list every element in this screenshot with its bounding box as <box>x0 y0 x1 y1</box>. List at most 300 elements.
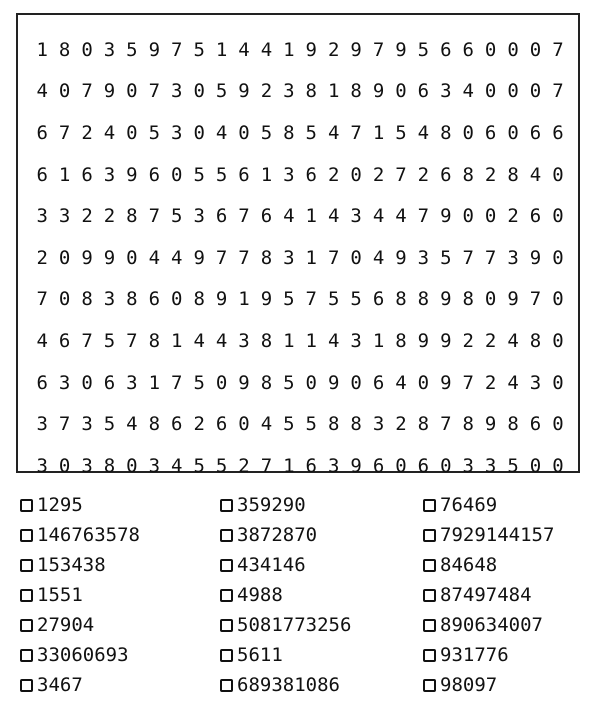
word-list-item[interactable] <box>423 520 590 550</box>
grid-cell[interactable]: 0 <box>305 371 317 394</box>
grid-cell[interactable]: 7 <box>440 413 452 436</box>
grid-cell[interactable]: 8 <box>283 121 295 144</box>
grid-cell[interactable]: 5 <box>283 288 295 311</box>
grid-cell[interactable]: 0 <box>350 371 362 394</box>
grid-cell[interactable]: 5 <box>193 371 205 394</box>
grid-cell[interactable]: 5 <box>260 121 273 144</box>
grid-cell[interactable]: 4 <box>193 329 205 352</box>
grid-cell[interactable]: 9 <box>327 371 340 394</box>
grid-cell[interactable]: 6 <box>148 163 161 186</box>
grid-cell[interactable]: 8 <box>462 163 474 186</box>
grid-cell[interactable]: 3 <box>171 80 183 103</box>
grid-cell[interactable]: 8 <box>148 413 161 436</box>
grid-cell[interactable]: 3 <box>126 371 138 394</box>
checkbox-icon[interactable] <box>423 619 436 632</box>
grid-cell[interactable]: 1 <box>305 246 317 269</box>
grid-cell[interactable]: 0 <box>395 80 407 103</box>
grid-cell[interactable]: 4 <box>507 329 519 352</box>
grid-cell[interactable]: 9 <box>350 454 362 477</box>
grid-cell[interactable]: 9 <box>126 163 138 186</box>
grid-cell[interactable]: 1 <box>238 288 250 311</box>
grid-cell[interactable]: 2 <box>36 246 48 269</box>
checkbox-icon[interactable] <box>20 619 33 632</box>
grid-cell[interactable]: 4 <box>215 329 228 352</box>
grid-cell[interactable]: 4 <box>36 329 48 352</box>
grid-cell[interactable]: 0 <box>126 121 138 144</box>
grid-cell[interactable]: 0 <box>529 38 542 61</box>
grid-cell[interactable]: 0 <box>58 288 71 311</box>
grid-cell[interactable]: 0 <box>507 121 519 144</box>
grid-cell[interactable]: 1 <box>327 80 340 103</box>
checkbox-icon[interactable] <box>423 679 436 692</box>
grid-cell[interactable]: 5 <box>283 371 295 394</box>
grid-cell[interactable]: 7 <box>81 80 93 103</box>
grid-cell[interactable]: 5 <box>305 121 317 144</box>
grid-cell[interactable]: 6 <box>215 205 228 228</box>
grid-cell[interactable]: 3 <box>462 454 474 477</box>
grid-cell[interactable]: 9 <box>103 80 116 103</box>
word-list-item[interactable] <box>423 670 590 700</box>
grid-cell[interactable]: 7 <box>148 205 161 228</box>
grid-cell[interactable]: 6 <box>372 371 385 394</box>
grid-cell[interactable]: 0 <box>507 38 519 61</box>
grid-cell[interactable]: 1 <box>283 38 295 61</box>
grid-cell[interactable]: 8 <box>350 80 362 103</box>
grid-cell[interactable]: 6 <box>148 288 161 311</box>
grid-cell[interactable]: 1 <box>283 454 295 477</box>
grid-cell[interactable]: 6 <box>36 371 48 394</box>
grid-cell[interactable]: 3 <box>171 121 183 144</box>
grid-cell[interactable]: 3 <box>350 329 362 352</box>
grid-cell[interactable]: 0 <box>552 329 564 352</box>
grid-cell[interactable]: 8 <box>529 329 542 352</box>
grid-cell[interactable]: 6 <box>529 205 542 228</box>
grid-cell[interactable]: 0 <box>238 121 250 144</box>
grid-cell[interactable]: 4 <box>171 454 183 477</box>
grid-cell[interactable]: 1 <box>372 121 385 144</box>
grid-cell[interactable]: 1 <box>148 371 161 394</box>
grid-cell[interactable]: 3 <box>283 80 295 103</box>
grid-cell[interactable]: 1 <box>215 38 228 61</box>
checkbox-icon[interactable] <box>20 679 33 692</box>
grid-cell[interactable]: 7 <box>58 121 71 144</box>
grid-cell[interactable]: 4 <box>171 246 183 269</box>
grid-cell[interactable]: 5 <box>103 413 116 436</box>
grid-cell[interactable]: 7 <box>552 38 564 61</box>
grid-cell[interactable]: 7 <box>529 288 542 311</box>
grid-cell[interactable]: 4 <box>529 163 542 186</box>
grid-cell[interactable]: 0 <box>350 246 362 269</box>
grid-cell[interactable]: 2 <box>81 205 93 228</box>
grid-cell[interactable]: 7 <box>462 246 474 269</box>
grid-cell[interactable]: 2 <box>327 38 340 61</box>
grid-cell[interactable]: 0 <box>552 288 564 311</box>
grid-cell[interactable]: 8 <box>103 454 116 477</box>
grid-cell[interactable]: 4 <box>462 80 474 103</box>
word-list-item[interactable] <box>20 610 220 640</box>
grid-cell[interactable]: 9 <box>440 329 452 352</box>
grid-cell[interactable]: 7 <box>372 38 385 61</box>
grid-cell[interactable]: 2 <box>81 121 93 144</box>
grid-cell[interactable]: 9 <box>440 205 452 228</box>
grid-cell[interactable]: 9 <box>215 288 228 311</box>
grid-cell[interactable]: 4 <box>238 38 250 61</box>
grid-cell[interactable]: 8 <box>440 121 452 144</box>
grid-cell[interactable]: 4 <box>36 80 48 103</box>
grid-cell[interactable]: 2 <box>395 413 407 436</box>
grid-cell[interactable]: 8 <box>126 205 138 228</box>
grid-cell[interactable]: 7 <box>462 371 474 394</box>
grid-cell[interactable]: 1 <box>58 163 71 186</box>
grid-cell[interactable]: 8 <box>462 413 474 436</box>
checkbox-icon[interactable] <box>20 559 33 572</box>
grid-cell[interactable]: 9 <box>529 246 542 269</box>
grid-cell[interactable]: 4 <box>395 205 407 228</box>
checkbox-icon[interactable] <box>220 619 233 632</box>
grid-cell[interactable]: 2 <box>260 80 273 103</box>
grid-cell[interactable]: 3 <box>283 163 295 186</box>
grid-cell[interactable]: 9 <box>193 246 205 269</box>
grid-cell[interactable]: 1 <box>171 329 183 352</box>
grid-cell[interactable]: 6 <box>462 38 474 61</box>
word-list-item[interactable] <box>220 610 423 640</box>
grid-cell[interactable]: 6 <box>417 454 430 477</box>
grid-cell[interactable]: 3 <box>81 454 93 477</box>
grid-cell[interactable]: 2 <box>484 371 497 394</box>
grid-cell[interactable]: 0 <box>462 121 474 144</box>
grid-cell[interactable]: 6 <box>215 413 228 436</box>
grid-cell[interactable]: 0 <box>417 371 430 394</box>
grid-cell[interactable]: 4 <box>372 246 385 269</box>
grid-cell[interactable]: 0 <box>552 163 564 186</box>
grid-cell[interactable]: 2 <box>462 329 474 352</box>
checkbox-icon[interactable] <box>423 559 436 572</box>
grid-cell[interactable]: 6 <box>529 121 542 144</box>
grid-cell[interactable]: 7 <box>484 246 497 269</box>
grid-cell[interactable]: 6 <box>529 413 542 436</box>
grid-cell[interactable]: 0 <box>171 288 183 311</box>
grid-cell[interactable]: 8 <box>395 329 407 352</box>
grid-cell[interactable]: 2 <box>193 413 205 436</box>
grid-cell[interactable]: 3 <box>103 38 116 61</box>
grid-cell[interactable]: 9 <box>395 246 407 269</box>
grid-cell[interactable]: 6 <box>305 454 317 477</box>
grid-cell[interactable]: 4 <box>283 205 295 228</box>
grid-cell[interactable]: 4 <box>103 121 116 144</box>
grid-cell[interactable]: 7 <box>350 121 362 144</box>
grid-cell[interactable]: 6 <box>58 329 71 352</box>
grid-cell[interactable]: 4 <box>417 121 430 144</box>
grid-cell[interactable]: 0 <box>552 205 564 228</box>
checkbox-icon[interactable] <box>20 649 33 662</box>
grid-cell[interactable]: 3 <box>350 205 362 228</box>
grid-cell[interactable]: 6 <box>552 121 564 144</box>
grid-cell[interactable]: 1 <box>305 329 317 352</box>
grid-cell[interactable]: 7 <box>126 329 138 352</box>
grid-cell[interactable]: 5 <box>417 38 430 61</box>
checkbox-icon[interactable] <box>220 559 233 572</box>
word-list-item[interactable] <box>423 550 590 580</box>
grid-cell[interactable]: 2 <box>507 205 519 228</box>
grid-cell[interactable]: 5 <box>103 329 116 352</box>
grid-cell[interactable]: 4 <box>327 121 340 144</box>
grid-cell[interactable]: 3 <box>36 454 48 477</box>
grid-cell[interactable]: 0 <box>484 205 497 228</box>
grid-cell[interactable]: 8 <box>148 329 161 352</box>
grid-cell[interactable]: 5 <box>395 121 407 144</box>
grid-cell[interactable]: 0 <box>81 38 93 61</box>
grid-cell[interactable]: 0 <box>215 371 228 394</box>
grid-cell[interactable]: 5 <box>193 163 205 186</box>
grid-cell[interactable]: 2 <box>103 205 116 228</box>
grid-cell[interactable]: 9 <box>81 246 93 269</box>
grid-cell[interactable]: 7 <box>171 38 183 61</box>
grid-cell[interactable]: 4 <box>260 413 273 436</box>
grid-cell[interactable]: 0 <box>552 413 564 436</box>
grid-cell[interactable]: 3 <box>529 371 542 394</box>
grid-cell[interactable]: 9 <box>238 371 250 394</box>
grid-cell[interactable]: 2 <box>417 163 430 186</box>
grid-cell[interactable]: 7 <box>238 205 250 228</box>
grid-cell[interactable]: 0 <box>507 80 519 103</box>
grid-cell[interactable]: 4 <box>126 413 138 436</box>
grid-cell[interactable]: 0 <box>58 80 71 103</box>
grid-cell[interactable]: 3 <box>327 454 340 477</box>
grid-cell[interactable]: 6 <box>238 163 250 186</box>
grid-cell[interactable]: 4 <box>327 329 340 352</box>
checkbox-icon[interactable] <box>220 679 233 692</box>
grid-cell[interactable]: 3 <box>36 205 48 228</box>
word-list-item[interactable] <box>423 610 590 640</box>
grid-cell[interactable]: 7 <box>148 80 161 103</box>
grid-cell[interactable]: 6 <box>484 121 497 144</box>
grid-cell[interactable]: 3 <box>238 329 250 352</box>
grid-cell[interactable]: 8 <box>305 80 317 103</box>
grid-cell[interactable]: 0 <box>484 288 497 311</box>
grid-cell[interactable]: 5 <box>350 288 362 311</box>
grid-cell[interactable]: 8 <box>350 413 362 436</box>
grid-cell[interactable]: 7 <box>417 205 430 228</box>
checkbox-icon[interactable] <box>220 499 233 512</box>
grid-cell[interactable]: 3 <box>507 246 519 269</box>
grid-cell[interactable]: 3 <box>484 454 497 477</box>
word-list-item[interactable] <box>423 580 590 610</box>
grid-cell[interactable]: 8 <box>395 288 407 311</box>
grid-cell[interactable]: 5 <box>171 205 183 228</box>
grid-cell[interactable]: 1 <box>260 163 273 186</box>
grid-cell[interactable]: 7 <box>395 163 407 186</box>
grid-cell[interactable]: 6 <box>36 121 48 144</box>
checkbox-icon[interactable] <box>20 499 33 512</box>
grid-cell[interactable]: 0 <box>552 246 564 269</box>
grid-cell[interactable]: 0 <box>193 121 205 144</box>
grid-cell[interactable]: 9 <box>440 288 452 311</box>
grid-cell[interactable]: 0 <box>484 80 497 103</box>
grid-cell[interactable]: 3 <box>36 413 48 436</box>
word-list-item[interactable] <box>20 670 220 700</box>
grid-cell[interactable]: 6 <box>81 163 93 186</box>
grid-cell[interactable]: 8 <box>126 288 138 311</box>
grid-cell[interactable]: 6 <box>372 454 385 477</box>
grid-cell[interactable]: 0 <box>58 454 71 477</box>
grid-cell[interactable]: 7 <box>552 80 564 103</box>
grid-cell[interactable]: 0 <box>440 454 452 477</box>
word-list-item[interactable] <box>20 640 220 670</box>
grid-cell[interactable]: 9 <box>417 329 430 352</box>
grid-cell[interactable]: 0 <box>193 80 205 103</box>
grid-cell[interactable]: 5 <box>305 413 317 436</box>
grid-cell[interactable]: 7 <box>36 288 48 311</box>
grid-cell[interactable]: 3 <box>283 246 295 269</box>
grid-cell[interactable]: 9 <box>305 38 317 61</box>
grid-cell[interactable]: 4 <box>215 121 228 144</box>
grid-cell[interactable]: 0 <box>81 371 93 394</box>
grid-cell[interactable]: 6 <box>36 163 48 186</box>
grid-cell[interactable]: 1 <box>283 329 295 352</box>
grid-cell[interactable]: 6 <box>103 371 116 394</box>
grid-cell[interactable]: 5 <box>126 38 138 61</box>
checkbox-icon[interactable] <box>20 529 33 542</box>
grid-cell[interactable]: 6 <box>260 205 273 228</box>
grid-cell[interactable]: 7 <box>215 246 228 269</box>
grid-cell[interactable]: 6 <box>171 413 183 436</box>
grid-cell[interactable]: 3 <box>417 246 430 269</box>
word-list-item[interactable] <box>220 640 423 670</box>
grid-cell[interactable]: 3 <box>193 205 205 228</box>
grid-cell[interactable]: 0 <box>126 246 138 269</box>
grid-cell[interactable]: 8 <box>417 288 430 311</box>
word-list-item[interactable] <box>220 550 423 580</box>
grid-cell[interactable]: 9 <box>260 288 273 311</box>
grid-cell[interactable]: 6 <box>440 38 452 61</box>
grid-cell[interactable]: 5 <box>283 413 295 436</box>
grid-cell[interactable]: 8 <box>260 371 273 394</box>
grid-cell[interactable]: 0 <box>58 246 71 269</box>
word-list-item[interactable] <box>20 550 220 580</box>
grid-cell[interactable]: 0 <box>171 163 183 186</box>
grid-cell[interactable]: 3 <box>440 80 452 103</box>
grid-cell[interactable]: 8 <box>462 288 474 311</box>
grid-cell[interactable]: 8 <box>327 413 340 436</box>
grid-cell[interactable]: 0 <box>350 163 362 186</box>
grid-cell[interactable]: 7 <box>58 413 71 436</box>
grid-cell[interactable]: 0 <box>529 454 542 477</box>
grid-cell[interactable]: 3 <box>103 163 116 186</box>
checkbox-icon[interactable] <box>220 529 233 542</box>
checkbox-icon[interactable] <box>220 589 233 602</box>
grid-cell[interactable]: 3 <box>148 454 161 477</box>
grid-cell[interactable]: 2 <box>327 163 340 186</box>
checkbox-icon[interactable] <box>423 529 436 542</box>
word-list-item[interactable] <box>423 640 590 670</box>
grid-cell[interactable]: 8 <box>417 413 430 436</box>
grid-cell[interactable]: 6 <box>372 288 385 311</box>
grid-cell[interactable]: 7 <box>238 246 250 269</box>
grid-cell[interactable]: 3 <box>58 205 71 228</box>
grid-cell[interactable]: 5 <box>193 38 205 61</box>
grid-cell[interactable]: 9 <box>372 80 385 103</box>
grid-cell[interactable]: 3 <box>103 288 116 311</box>
grid-cell[interactable]: 8 <box>507 413 519 436</box>
grid-cell[interactable]: 0 <box>484 38 497 61</box>
grid-cell[interactable]: 5 <box>193 454 205 477</box>
grid-cell[interactable]: 7 <box>171 371 183 394</box>
grid-cell[interactable]: 7 <box>81 329 93 352</box>
grid-cell[interactable]: 0 <box>462 205 474 228</box>
grid-cell[interactable]: 6 <box>305 163 317 186</box>
grid-cell[interactable]: 2 <box>238 454 250 477</box>
grid-cell[interactable]: 2 <box>484 329 497 352</box>
word-list-item[interactable] <box>20 490 220 520</box>
grid-cell[interactable]: 4 <box>260 38 273 61</box>
grid-cell[interactable]: 3 <box>81 413 93 436</box>
grid-cell[interactable]: 9 <box>395 38 407 61</box>
grid-cell[interactable]: 5 <box>507 454 519 477</box>
grid-cell[interactable]: 1 <box>36 38 48 61</box>
grid-cell[interactable]: 7 <box>327 246 340 269</box>
grid-cell[interactable]: 9 <box>103 246 116 269</box>
word-list-item[interactable] <box>220 670 423 700</box>
grid-cell[interactable]: 5 <box>215 80 228 103</box>
grid-cell[interactable]: 7 <box>305 288 317 311</box>
grid-cell[interactable]: 0 <box>552 454 564 477</box>
grid-cell[interactable]: 6 <box>417 80 430 103</box>
checkbox-icon[interactable] <box>423 499 436 512</box>
grid-cell[interactable]: 8 <box>260 329 273 352</box>
word-list-item[interactable] <box>220 580 423 610</box>
grid-cell[interactable]: 3 <box>372 413 385 436</box>
grid-cell[interactable]: 0 <box>126 454 138 477</box>
grid-cell[interactable]: 7 <box>260 454 273 477</box>
checkbox-icon[interactable] <box>423 589 436 602</box>
grid-cell[interactable]: 2 <box>484 163 497 186</box>
word-list-item[interactable] <box>220 490 423 520</box>
grid-cell[interactable]: 3 <box>58 371 71 394</box>
grid-cell[interactable]: 1 <box>372 329 385 352</box>
word-list-item[interactable] <box>20 580 220 610</box>
grid-cell[interactable]: 0 <box>529 80 542 103</box>
grid-cell[interactable]: 9 <box>350 38 362 61</box>
grid-cell[interactable]: 6 <box>440 163 452 186</box>
checkbox-icon[interactable] <box>20 589 33 602</box>
grid-cell[interactable]: 0 <box>552 371 564 394</box>
grid-cell[interactable]: 2 <box>372 163 385 186</box>
checkbox-icon[interactable] <box>220 649 233 662</box>
grid-cell[interactable]: 4 <box>507 371 519 394</box>
grid-cell[interactable]: 0 <box>395 454 407 477</box>
grid-cell[interactable]: 5 <box>440 246 452 269</box>
grid-cell[interactable]: 0 <box>126 80 138 103</box>
grid-cell[interactable]: 8 <box>58 38 71 61</box>
grid-cell[interactable]: 4 <box>395 371 407 394</box>
grid-cell[interactable]: 4 <box>372 205 385 228</box>
grid-cell[interactable]: 8 <box>81 288 93 311</box>
grid-cell[interactable]: 8 <box>260 246 273 269</box>
grid-cell[interactable]: 4 <box>148 246 161 269</box>
word-list-item[interactable] <box>423 490 590 520</box>
grid-cell[interactable]: 4 <box>327 205 340 228</box>
grid-cell[interactable]: 9 <box>484 413 497 436</box>
grid-cell[interactable]: 9 <box>148 38 161 61</box>
grid-cell[interactable]: 8 <box>507 163 519 186</box>
grid-cell[interactable]: 9 <box>507 288 519 311</box>
grid-cell[interactable]: 9 <box>440 371 452 394</box>
word-list-item[interactable] <box>20 520 220 550</box>
grid-cell[interactable]: 8 <box>193 288 205 311</box>
grid-cell[interactable]: 9 <box>238 80 250 103</box>
grid-cell[interactable]: 5 <box>215 163 228 186</box>
grid-cell[interactable]: 5 <box>148 121 161 144</box>
